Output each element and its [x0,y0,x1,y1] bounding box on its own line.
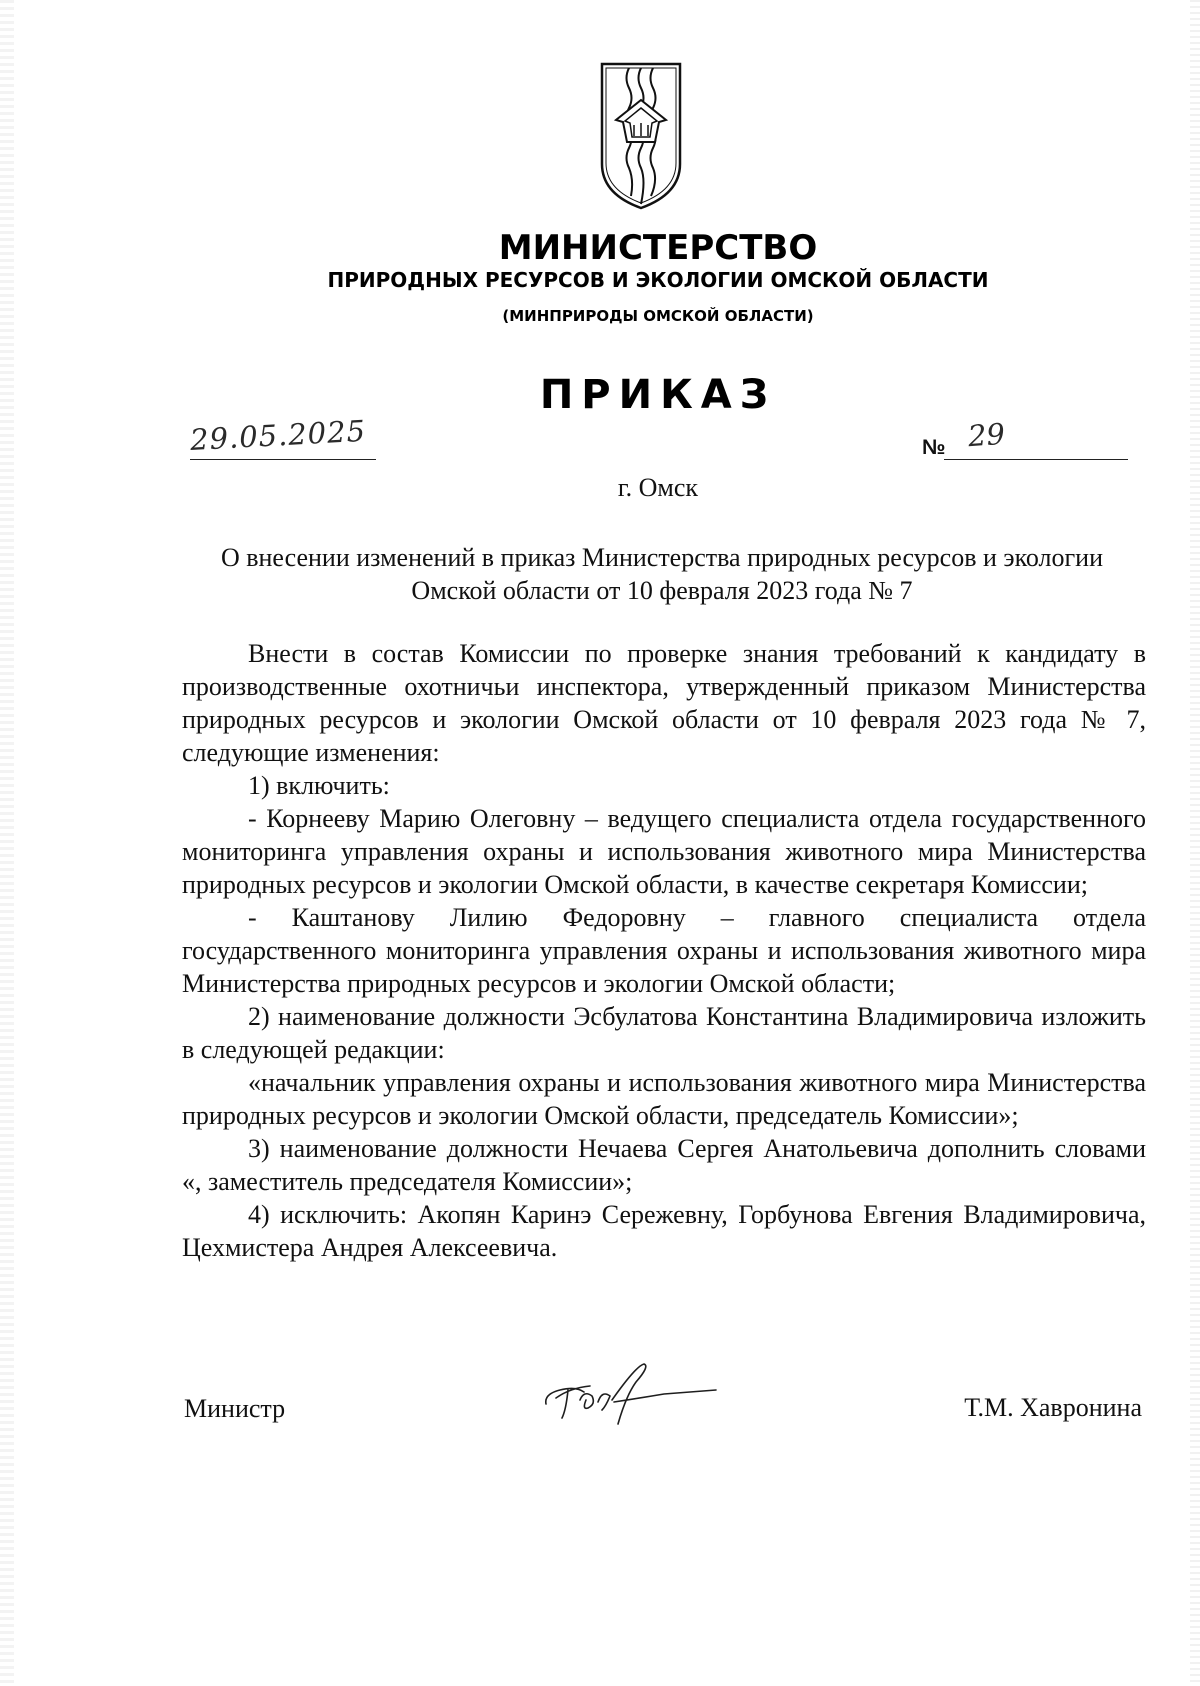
body-paragraph: - Корнееву Марию Олеговну – ведущего специалиста отдела государственного мониторинга управления охраны и использования животного мира Министерства природных ресурсов и экологии Омской области, в качестве секретаря Комиссии; [182,804,1146,899]
handwritten-number: 29 [966,416,1007,454]
ministry-full-name: ПРИРОДНЫХ РЕСУРСОВ И ЭКОЛОГИИ ОМСКОЙ ОБЛАСТИ [327,268,989,292]
document-body [182,637,1146,1264]
body-paragraph: «начальник управления охраны и использования животного мира Министерства природных ресурсов и экологии Омской области, председатель Комиссии»; [182,1068,1146,1130]
city-line: г. Омск [617,473,699,502]
number-sign: № [922,436,946,459]
body-paragraph: 1) включить: [248,771,390,800]
handwritten-date: 29.05.2025 [189,413,367,457]
document-type-title: ПРИКАЗ [539,372,777,418]
date-underline [190,459,376,460]
ministry-short-name: (МИНПРИРОДЫ ОМСКОЙ ОБЛАСТИ) [502,307,814,325]
body-paragraph: 4) исключить: Акопян Каринэ Сережевну, Горбунова Евгения Владимировича, Цехмистера Андрея Алексеевича. [182,1200,1146,1262]
signatory-position: Министр [184,1394,286,1423]
body-paragraph: 2) наименование должности Эсбулатова Константина Владимировича изложить в следующей редакции: [182,1002,1146,1064]
number-underline [944,459,1128,460]
coat-of-arms-icon [600,62,682,210]
document-subject: О внесении изменений в приказ Министерства природных ресурсов и экологии Омской области от 10 февраля 2023 года № 7 [220,543,1104,605]
handwritten-signature [540,1360,722,1426]
body-paragraph: - Каштанову Лилию Федоровну – главного специалиста отдела государственного мониторинга управления охраны и использования животного мира Министерства природных ресурсов и экологии Омской области; [182,903,1146,998]
body-paragraph: Внести в состав Комиссии по проверке знания требований к кандидату в производственные охотничьи инспектора, утвержденный приказом Министерства природных ресурсов и экологии Омской области от 10 февраля 2023 года № 7, следующие изменения: [182,639,1146,767]
ministry-title: МИНИСТЕРСТВО [498,228,818,268]
body-paragraph: 3) наименование должности Нечаева Сергея Анатольевича дополнить словами «, заместитель председателя Комиссии»; [182,1134,1146,1196]
signatory-name: Т.М. Хавронина [964,1393,1142,1422]
